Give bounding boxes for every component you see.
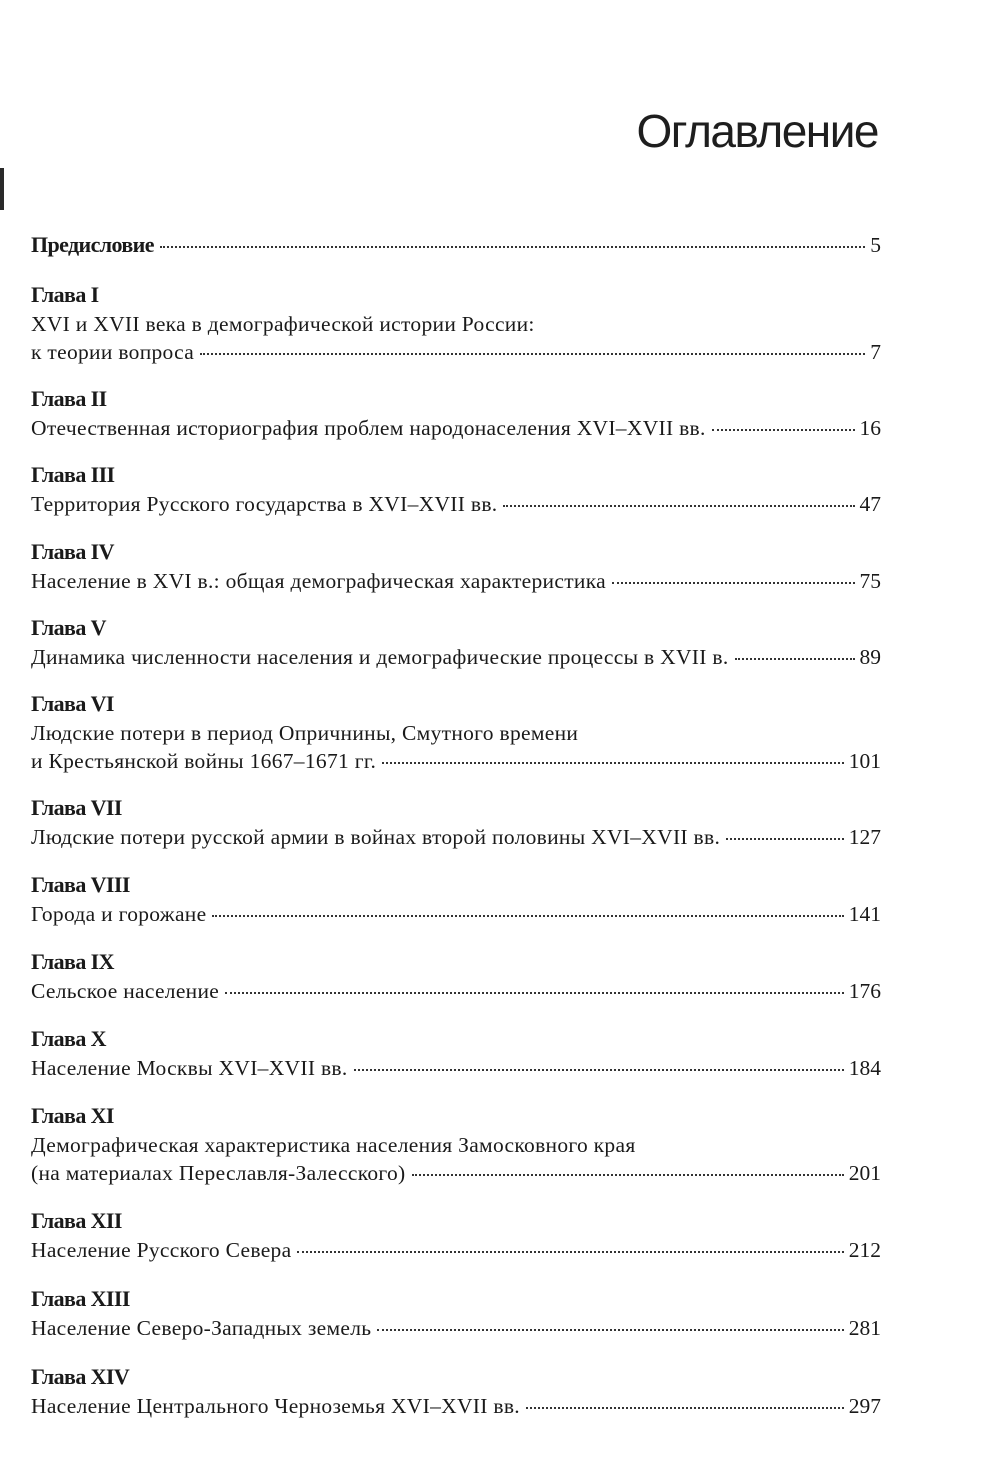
chapter-label: Глава VI <box>31 691 114 716</box>
dot-leader <box>735 657 855 660</box>
entry-title-line: Людские потери в период Опричнины, Смутного времени <box>31 721 579 745</box>
dot-leader <box>297 1250 843 1253</box>
entry-title: Предисловие <box>31 232 154 257</box>
dot-leader <box>354 1068 844 1071</box>
toc-entry-preface[interactable] <box>31 231 881 259</box>
toc-entry-chapter-13[interactable] <box>31 1284 881 1342</box>
dot-leader <box>712 428 855 431</box>
dot-leader <box>225 991 844 994</box>
entry-title-line: Население Северо-Западных земель <box>31 1316 372 1340</box>
entry-title-line: и Крестьянской войны 1667–1671 гг. <box>31 749 377 773</box>
chapter-label: Глава IX <box>31 949 114 974</box>
entry-title-line: Отечественная историография проблем народонаселения XVI–XVII вв. <box>31 416 706 440</box>
chapter-label: Глава XIII <box>31 1286 130 1311</box>
toc-entry-chapter-9[interactable] <box>31 947 881 1005</box>
dot-leader <box>726 837 844 840</box>
page-number: 47 <box>859 492 881 516</box>
toc-entry-chapter-4[interactable] <box>31 537 881 595</box>
entry-title-line: Территория Русского государства в XVI–XVII вв. <box>31 492 498 516</box>
page-number: 127 <box>848 825 881 849</box>
chapter-label: Глава X <box>31 1026 106 1051</box>
chapter-label: Глава VII <box>31 795 122 820</box>
toc-entry-chapter-10[interactable] <box>31 1024 881 1082</box>
entry-title-line: Динамика численности населения и демографические процессы в XVII в. <box>31 645 729 669</box>
page-number: 201 <box>848 1161 881 1185</box>
entry-title-line: Демографическая характеристика населения Замосковного края <box>31 1133 636 1157</box>
toc-entry-chapter-14[interactable] <box>31 1362 881 1420</box>
toc-entry-chapter-6[interactable] <box>31 689 881 775</box>
page-edge-mark <box>0 168 4 210</box>
page-number: 16 <box>859 416 881 440</box>
page-number: 89 <box>859 645 881 669</box>
chapter-label: Глава V <box>31 615 106 640</box>
page-number: 297 <box>848 1394 881 1418</box>
toc-entry-chapter-3[interactable] <box>31 460 881 518</box>
page-number: 212 <box>848 1238 881 1262</box>
entry-title-line: Города и горожане <box>31 902 207 926</box>
chapter-label: Глава VIII <box>31 872 130 897</box>
toc-entry-chapter-8[interactable] <box>31 870 881 928</box>
entry-title-line: Население Русского Севера <box>31 1238 292 1262</box>
chapter-label: Глава I <box>31 282 99 307</box>
dot-leader <box>526 1406 844 1409</box>
dot-leader <box>160 245 865 248</box>
dot-leader <box>612 581 855 584</box>
entry-title-line: к теории вопроса <box>31 340 195 364</box>
entry-title-line: Население Центрального Черноземья XVI–XVII вв. <box>31 1394 520 1418</box>
entry-title-line: Сельское население <box>31 979 220 1003</box>
dot-leader <box>412 1173 844 1176</box>
toc-entry-chapter-7[interactable] <box>31 793 881 851</box>
entry-title-line: Людские потери русской армии в войнах второй половины XVI–XVII вв. <box>31 825 721 849</box>
toc-entry-chapter-1[interactable] <box>31 280 881 366</box>
toc-entry-chapter-2[interactable] <box>31 384 881 442</box>
chapter-label: Глава II <box>31 386 107 411</box>
chapter-label: Глава XIV <box>31 1364 130 1389</box>
page-number: 101 <box>848 749 881 773</box>
dot-leader <box>212 914 843 917</box>
page-number: 176 <box>848 979 881 1003</box>
page-number: 281 <box>848 1316 881 1340</box>
page-number: 7 <box>870 340 881 364</box>
dot-leader <box>200 352 865 355</box>
toc-entry-chapter-11[interactable] <box>31 1101 881 1187</box>
chapter-label: Глава III <box>31 462 115 487</box>
entry-title-line: Население Москвы XVI–XVII вв. <box>31 1056 348 1080</box>
chapter-label: Глава XII <box>31 1208 122 1233</box>
page-number: 184 <box>848 1056 881 1080</box>
toc-entry-chapter-5[interactable] <box>31 613 881 671</box>
dot-leader <box>382 761 844 764</box>
toc-entry-chapter-12[interactable] <box>31 1206 881 1264</box>
page-number: 141 <box>848 902 881 926</box>
chapter-label: Глава IV <box>31 539 114 564</box>
dot-leader <box>377 1328 843 1331</box>
page-title: Оглавление <box>636 105 878 157</box>
chapter-label: Глава XI <box>31 1103 114 1128</box>
entry-title-line: (на материалах Переславля-Залесского) <box>31 1161 406 1185</box>
page-number: 5 <box>870 233 881 257</box>
dot-leader <box>503 504 854 507</box>
page-number: 75 <box>859 569 881 593</box>
entry-title-line: XVI и XVII века в демографической истории России: <box>31 312 535 336</box>
entry-title-line: Население в XVI в.: общая демографическая характеристика <box>31 569 606 593</box>
